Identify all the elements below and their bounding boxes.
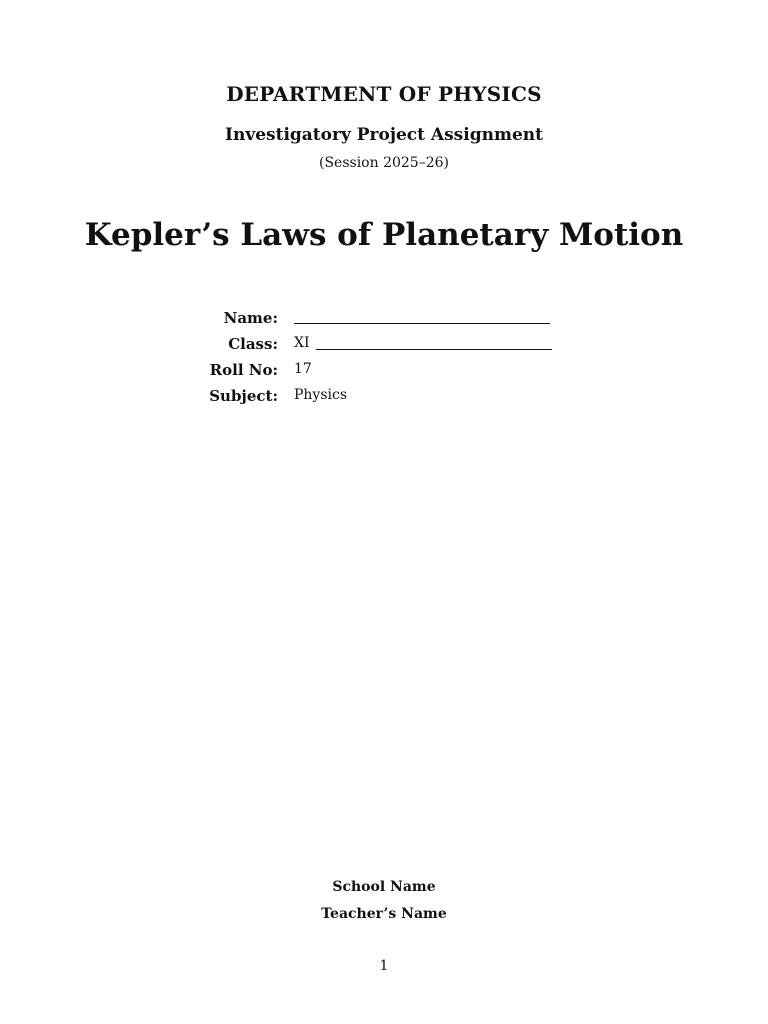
class-value: XI xyxy=(294,335,310,351)
teacher-name: Teacher’s Name xyxy=(321,906,447,922)
class-row xyxy=(0,332,768,356)
roll-label: Roll No: xyxy=(209,361,278,379)
class-label: Class: xyxy=(228,335,278,353)
name-label: Name: xyxy=(223,309,278,327)
class-underline xyxy=(316,349,552,350)
subject-label: Subject: xyxy=(209,387,278,405)
school-name: School Name xyxy=(332,879,436,895)
department-heading: DEPARTMENT OF PHYSICS xyxy=(226,82,542,106)
page-number: 1 xyxy=(379,958,389,974)
roll-row xyxy=(0,358,768,382)
roll-value: 17 xyxy=(294,361,312,377)
document-title: Kepler’s Laws of Planetary Motion xyxy=(84,217,684,253)
subject-row xyxy=(0,384,768,408)
subject-value: Physics xyxy=(294,387,348,403)
name-row xyxy=(0,306,768,330)
session-text: (Session 2025–26) xyxy=(319,155,449,171)
name-underline xyxy=(294,323,550,324)
assignment-subtitle: Investigatory Project Assignment xyxy=(225,125,543,145)
